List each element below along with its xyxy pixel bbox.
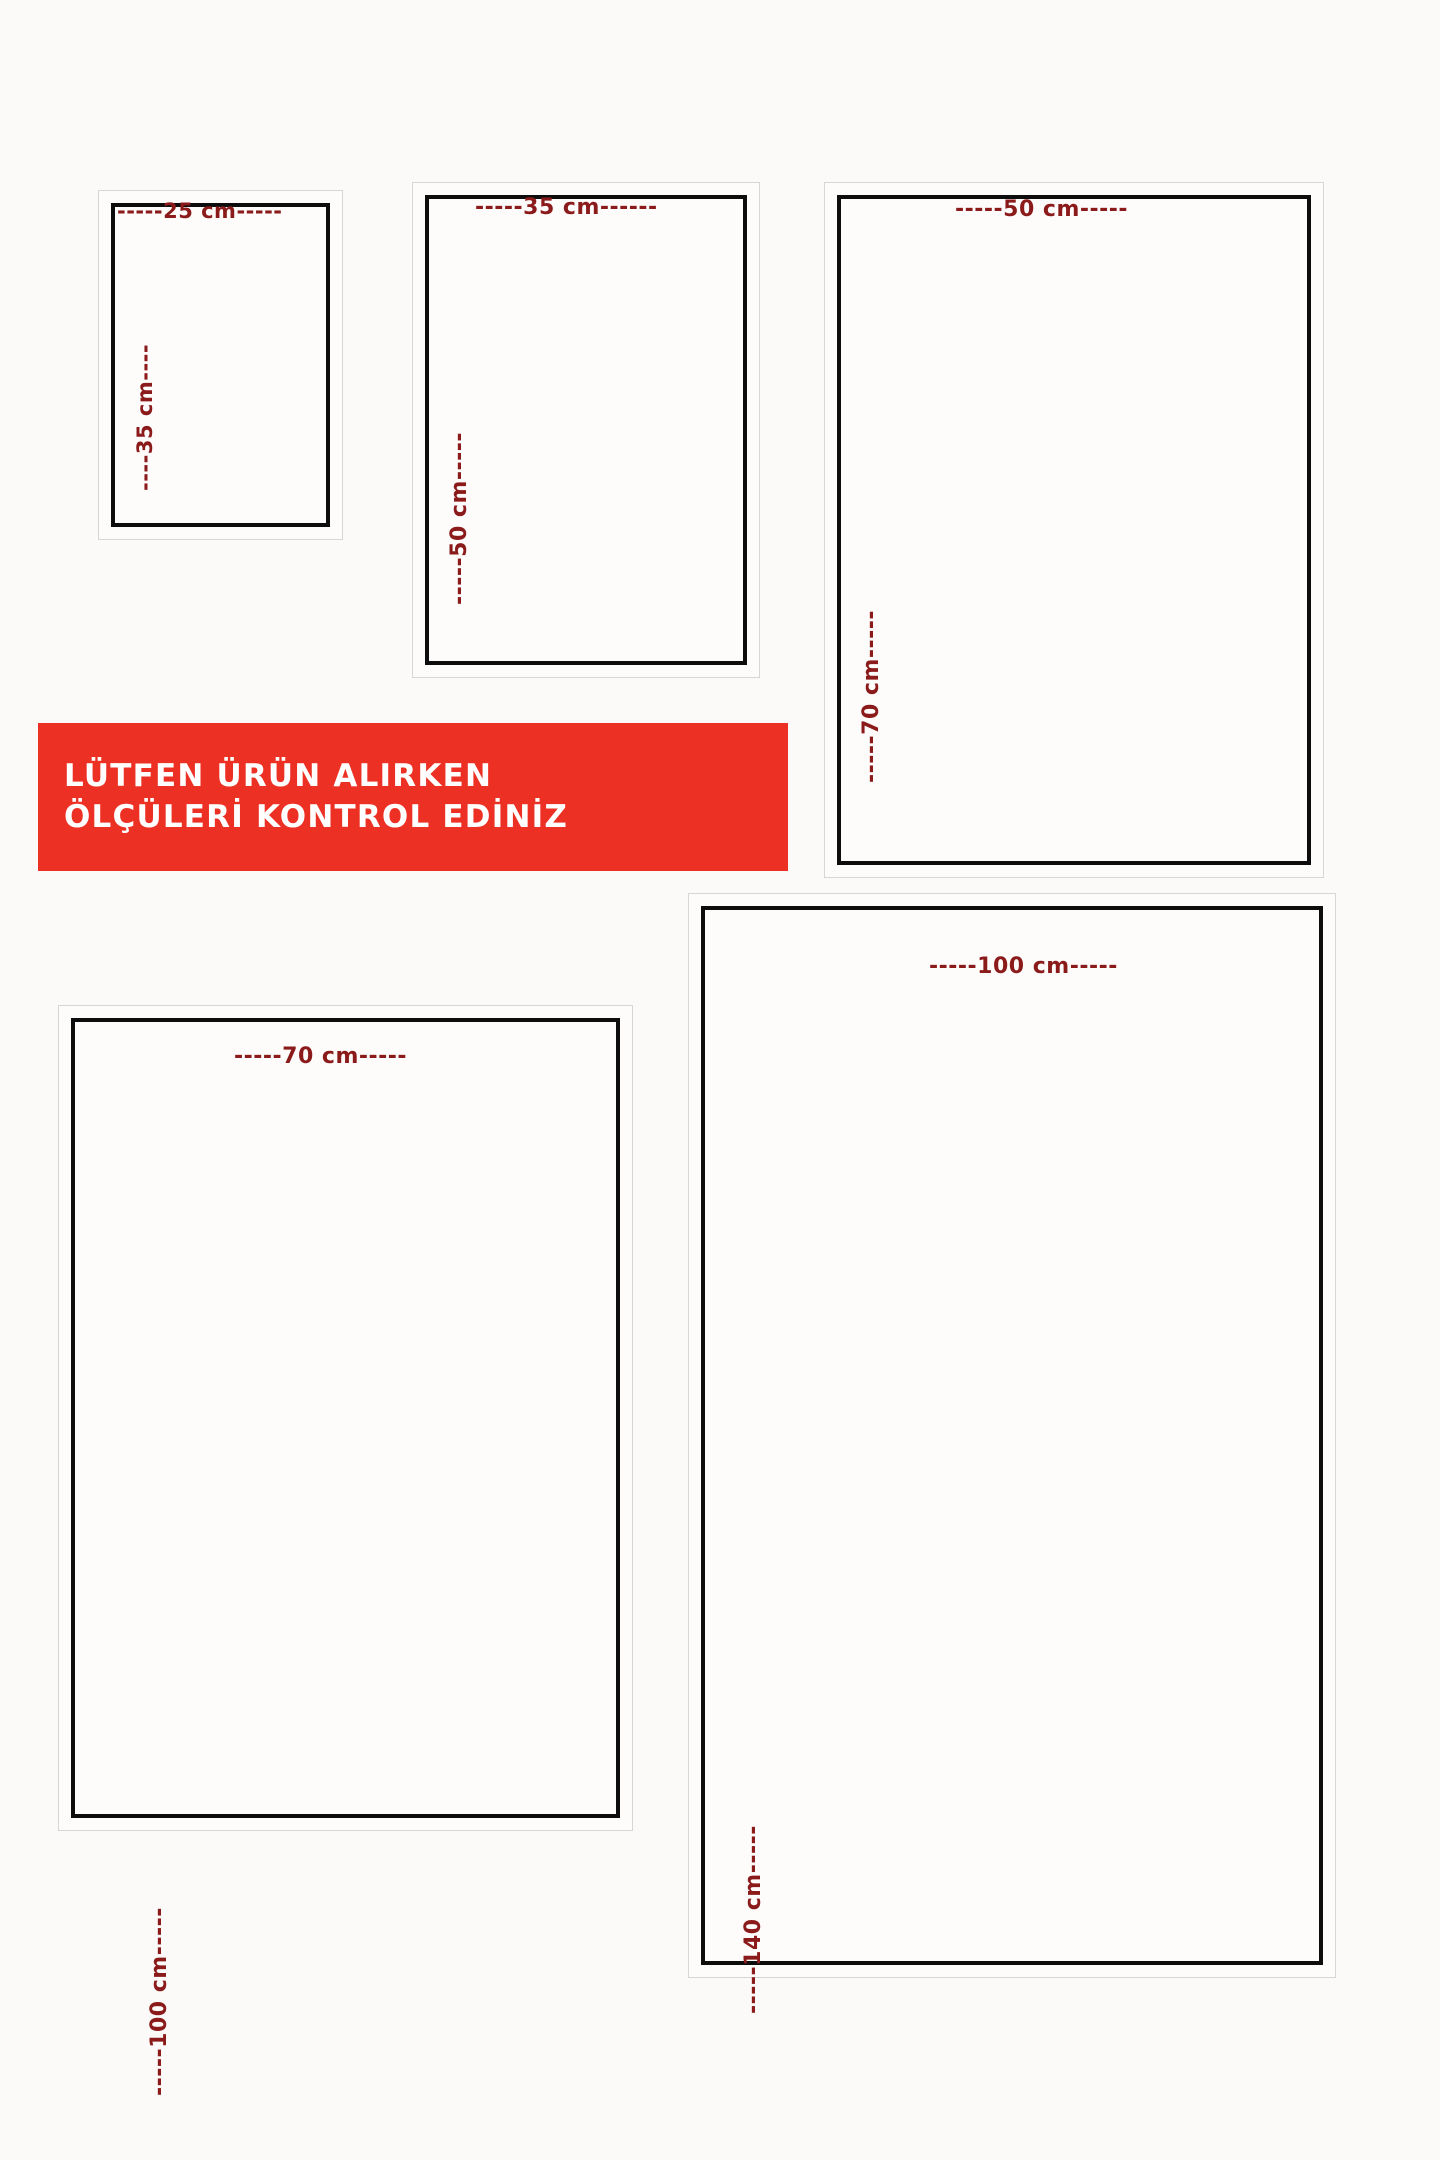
warning-line-1: LÜTFEN ÜRÜN ALIRKEN bbox=[64, 758, 493, 795]
warning-banner bbox=[38, 723, 788, 871]
frame-50x70-inner bbox=[837, 195, 1311, 865]
frame-35x50-width-label: -----35 cm------ bbox=[475, 195, 658, 220]
frame-25x35-width-label: -----25 cm----- bbox=[117, 199, 283, 223]
frame-70x100 bbox=[58, 1005, 633, 2096]
frame-50x70 bbox=[824, 182, 1324, 878]
frame-50x70-width-label: -----50 cm----- bbox=[955, 197, 1129, 222]
frame-35x50 bbox=[412, 182, 760, 678]
frame-70x100-width-label: -----70 cm----- bbox=[234, 1044, 408, 1069]
frame-25x35 bbox=[98, 190, 343, 540]
warning-line-2: ÖLÇÜLERİ KONTROL EDİNİZ bbox=[64, 799, 568, 835]
frame-70x100-inner bbox=[71, 1018, 620, 1818]
frame-100x140-height-label: -----140 cm----- bbox=[741, 1825, 766, 2014]
frame-35x50-height-label: -----50 cm----- bbox=[447, 431, 472, 605]
frame-50x70-height-label: -----70 cm----- bbox=[859, 609, 884, 783]
frame-100x140 bbox=[688, 893, 1336, 2014]
frame-25x35-height-label: ----35 cm---- bbox=[133, 343, 157, 491]
frame-100x140-width-label: -----100 cm----- bbox=[929, 954, 1118, 979]
frame-35x50-inner bbox=[425, 195, 747, 665]
frame-70x100-height-label: -----100 cm----- bbox=[147, 1907, 172, 2096]
frame-100x140-inner bbox=[701, 906, 1323, 1965]
